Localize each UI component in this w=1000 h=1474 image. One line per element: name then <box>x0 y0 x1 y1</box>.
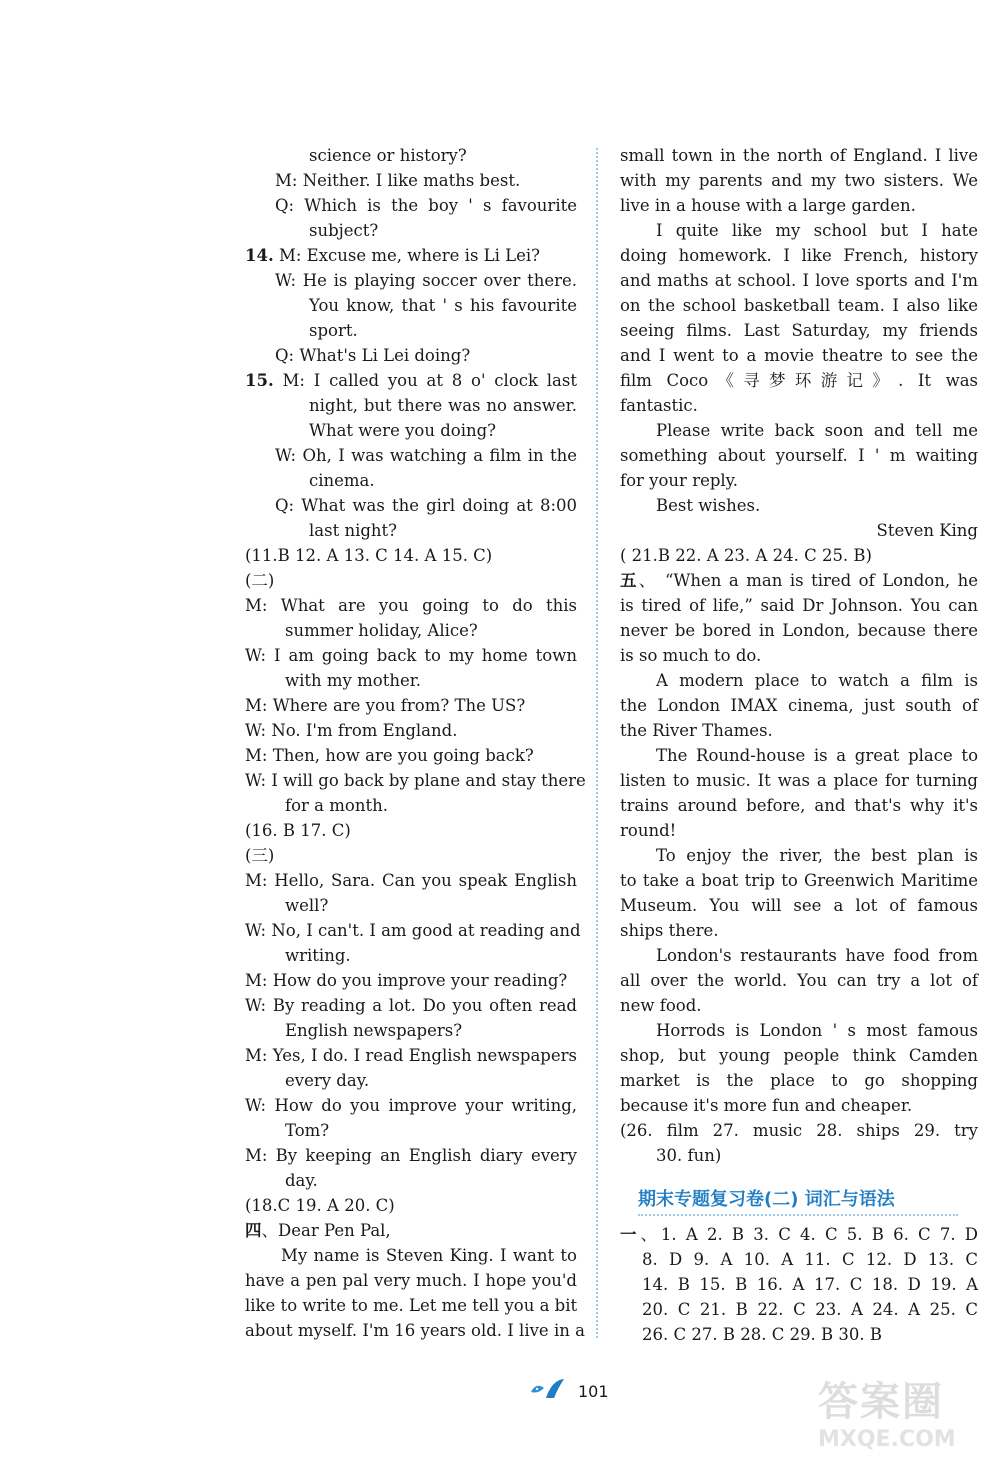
line-text: to take a boat trip to Greenwich Maritime <box>620 871 978 890</box>
line-text: The Round-house is a great place to <box>656 746 978 765</box>
page-number: 101 <box>578 1381 609 1401</box>
text-line <box>245 418 577 443</box>
line-text: market is the place to go shopping <box>620 1071 978 1090</box>
line-text: Q: What was the girl doing at 8:00 <box>275 496 577 515</box>
text-line <box>245 1018 577 1043</box>
text-line <box>245 768 586 793</box>
line-text: writing. <box>285 946 351 965</box>
text-line <box>620 418 978 443</box>
text-line <box>245 668 577 693</box>
text-line <box>620 843 978 868</box>
text-line <box>245 1068 577 1093</box>
text-line <box>245 543 577 568</box>
line-text: Horrods is London ' s most famous <box>656 1021 978 1040</box>
line-text: W: No. I'm from England. <box>245 721 458 740</box>
text-line <box>620 218 978 243</box>
line-text: round! <box>620 821 677 840</box>
text-line <box>245 443 577 468</box>
text-line <box>620 518 978 543</box>
line-text: is so much to do. <box>620 646 762 665</box>
line-text: film Coco《寻梦环游记》. It was <box>620 371 978 390</box>
line-text: 、Dear Pen Pal, <box>261 1221 391 1240</box>
line-text: cinema. <box>309 471 375 490</box>
text-line <box>620 718 978 743</box>
line-text: ( 21.B 22. A 23. A 24. C 25. B) <box>620 546 872 565</box>
text-line <box>620 468 978 493</box>
text-line <box>620 1043 978 1068</box>
text-line <box>245 1093 577 1118</box>
line-text: have a pen pal very much. I hope you'd <box>245 1271 577 1290</box>
line-text: 30. fun) <box>656 1146 722 1165</box>
line-text: Please write back soon and tell me <box>656 421 978 440</box>
text-line <box>620 668 978 693</box>
text-line <box>245 168 577 193</box>
text-line <box>620 1118 978 1143</box>
line-text: with my parents and my two sisters. We <box>620 171 978 190</box>
text-line <box>620 1018 978 1043</box>
text-line <box>245 1143 577 1168</box>
line-text: about myself. I'm 16 years old. I live in a <box>245 1321 585 1340</box>
watermark-logo <box>818 1370 988 1466</box>
text-line <box>245 993 577 1018</box>
line-text: trains around before, and that's why it's <box>620 796 978 815</box>
text-line <box>245 568 577 593</box>
line-text: Museum. You will see a lot of famous <box>620 896 978 915</box>
line-text: and I went to a movie theatre to see the <box>620 346 978 365</box>
text-line <box>620 343 978 368</box>
line-text: night, but there was no answer. <box>309 396 577 415</box>
text-line <box>245 393 577 418</box>
text-line <box>620 868 978 893</box>
text-line <box>245 468 577 493</box>
line-text: seeing films. Last Saturday, my friends <box>620 321 978 340</box>
line-text: subject? <box>309 221 379 240</box>
line-text: day. <box>285 1171 318 1190</box>
text-line <box>620 968 978 993</box>
line-text: all over the world. You can try a lot of <box>620 971 978 990</box>
column-divider <box>596 148 598 1338</box>
page-footer <box>528 1376 609 1406</box>
line-text: doing homework. I like French, history <box>620 246 978 265</box>
text-line <box>620 568 978 593</box>
line-text: well? <box>285 896 329 915</box>
line-text: M: By keeping an English diary every <box>245 1146 577 1165</box>
line-text: ships there. <box>620 921 719 940</box>
line-text: every day. <box>285 1071 370 1090</box>
text-line <box>245 293 577 318</box>
text-line <box>245 368 577 393</box>
text-line <box>245 1243 577 1268</box>
text-line <box>245 1118 577 1143</box>
line-text: To enjoy the river, the best plan is <box>656 846 978 865</box>
line-text: 20. C 21. B 22. C 23. A 24. A 25. C <box>642 1300 978 1319</box>
line-text: M: Then, how are you going back? <box>245 746 534 765</box>
text-line <box>245 143 577 168</box>
text-line <box>620 1272 978 1297</box>
text-line <box>620 293 978 318</box>
text-line <box>620 893 978 918</box>
text-line <box>620 143 978 168</box>
line-text: 、1. A 2. B 3. C 4. C 5. B 6. C 7. D <box>640 1225 979 1244</box>
text-line <box>245 918 581 943</box>
text-line <box>245 868 577 893</box>
text-line <box>245 843 577 868</box>
text-line <box>245 218 577 243</box>
text-line <box>620 1247 978 1272</box>
line-text: (三) <box>245 846 275 865</box>
line-text: never be bored in London, because there <box>620 621 978 640</box>
line-text: on the school basketball team. I also like <box>620 296 978 315</box>
text-line <box>620 168 978 193</box>
text-line <box>620 793 978 818</box>
text-line <box>245 643 577 668</box>
line-text: something about yourself. I ' m waiting <box>620 446 978 465</box>
watermark-text: 答案圈 <box>818 1379 944 1425</box>
text-line <box>620 393 978 418</box>
text-line <box>620 493 978 518</box>
text-line <box>620 318 978 343</box>
line-text: (16. B 17. C) <box>245 821 351 840</box>
line-text: Steven King <box>876 521 978 540</box>
text-line <box>620 643 978 668</box>
line-text: for your reply. <box>620 471 739 490</box>
text-line <box>245 268 577 293</box>
item-number: 五 <box>620 571 639 590</box>
line-text: W: I am going back to my home town <box>245 646 577 665</box>
line-text: M: Hello, Sara. Can you speak English <box>245 871 577 890</box>
text-line <box>620 593 978 618</box>
line-text: My name is Steven King. I want to <box>281 1246 577 1265</box>
line-text: and maths at school. I love sports and I'm <box>620 271 978 290</box>
item-number: 四 <box>245 1221 262 1240</box>
text-line <box>620 243 978 268</box>
text-line <box>620 943 978 968</box>
line-text: Tom? <box>285 1121 330 1140</box>
text-line <box>245 718 577 743</box>
text-line <box>245 893 577 918</box>
text-line <box>620 618 978 643</box>
line-text: new food. <box>620 996 702 1015</box>
text-line <box>245 1268 577 1293</box>
line-text: science or history? <box>309 146 467 165</box>
line-text: London's restaurants have food from <box>656 946 978 965</box>
text-line <box>245 1043 577 1068</box>
text-line <box>245 618 577 643</box>
line-text: M: Yes, I do. I read English newspapers <box>245 1046 577 1065</box>
item-number: 14. <box>245 246 274 265</box>
line-text: Q: Which is the boy ' s favourite <box>275 196 577 215</box>
text-line <box>245 1218 577 1243</box>
text-line <box>245 318 577 343</box>
text-line <box>245 1193 577 1218</box>
line-text: Q: What's Li Lei doing? <box>275 346 471 365</box>
line-text: M: I called you at 8 o' clock last <box>273 371 577 390</box>
text-line <box>620 368 978 393</box>
line-text: 8. D 9. A 10. A 11. C 12. D 13. C <box>642 1250 978 1269</box>
line-text: 14. B 15. B 16. A 17. C 18. D 19. A <box>642 1275 978 1294</box>
line-text: because it's more fun and cheaper. <box>620 1096 913 1115</box>
line-text: (11.B 12. A 13. C 14. A 15. C) <box>245 546 493 565</box>
text-line <box>620 1222 978 1247</box>
text-line <box>245 1168 577 1193</box>
line-text: A modern place to watch a film is <box>656 671 978 690</box>
line-text: small town in the north of England. I live <box>620 146 978 165</box>
fish-logo-icon <box>528 1376 568 1406</box>
right-column <box>620 143 978 1347</box>
line-text: the River Thames. <box>620 721 773 740</box>
text-line <box>245 518 577 543</box>
text-line <box>620 543 978 568</box>
line-text: W: He is playing soccer over there. <box>275 271 577 290</box>
line-text: M: Where are you from? The US? <box>245 696 526 715</box>
line-text: live in a house with a large garden. <box>620 196 916 215</box>
line-text: You know, that ' s his favourite <box>309 296 577 315</box>
line-text: last night? <box>309 521 398 540</box>
text-line <box>620 768 978 793</box>
text-line <box>245 193 577 218</box>
line-text: W: Oh, I was watching a film in the <box>275 446 577 465</box>
line-text: (18.C 19. A 20. C) <box>245 1196 395 1215</box>
line-text: (26. film 27. music 28. ships 29. try <box>620 1121 978 1140</box>
line-text: with my mother. <box>285 671 422 690</box>
line-text: fantastic. <box>620 396 698 415</box>
line-text: the London IMAX cinema, just south of <box>620 696 978 715</box>
text-line <box>245 243 577 268</box>
text-line <box>245 593 577 618</box>
line-text: like to write to me. Let me tell you a bit <box>245 1296 578 1315</box>
line-text: is tired of life,” said Dr Johnson. You can <box>620 596 978 615</box>
text-line <box>620 818 978 843</box>
line-text: for a month. <box>285 796 388 815</box>
line-text: W: By reading a lot. Do you often read <box>245 996 577 1015</box>
line-text: Best wishes. <box>656 496 761 515</box>
section-title: 期末专题复习卷(二) 词汇与语法 <box>638 1186 958 1216</box>
text-line <box>620 193 978 218</box>
line-text: summer holiday, Alice? <box>285 621 478 640</box>
line-text: M: Neither. I like maths best. <box>275 171 521 190</box>
text-line <box>620 443 978 468</box>
text-line <box>245 968 577 993</box>
text-line <box>245 343 577 368</box>
line-text: 26. C 27. B 28. C 29. B 30. B <box>642 1325 883 1344</box>
text-line <box>620 743 978 768</box>
line-text: W: I will go back by plane and stay there <box>245 771 586 790</box>
line-text: What were you doing? <box>309 421 497 440</box>
line-text: W: No, I can't. I am good at reading and <box>245 921 581 940</box>
line-text: M: Excuse me, where is Li Lei? <box>273 246 540 265</box>
line-text: M: How do you improve your reading? <box>245 971 568 990</box>
line-text: 、 “When a man is tired of London, he <box>638 571 978 590</box>
text-line <box>245 943 577 968</box>
text-line <box>620 918 978 943</box>
text-line <box>245 743 577 768</box>
line-text: I quite like my school but I hate <box>656 221 978 240</box>
line-text: shop, but young people think Camden <box>620 1046 978 1065</box>
text-line <box>245 693 577 718</box>
watermark-url: MXQE.COM <box>818 1427 956 1452</box>
line-text: W: How do you improve your writing, <box>245 1096 577 1115</box>
line-text: listen to music. It was a place for turning <box>620 771 978 790</box>
text-line <box>620 1143 978 1168</box>
item-number: 15. <box>245 371 274 390</box>
text-line <box>245 1318 585 1343</box>
text-line <box>620 693 978 718</box>
text-line <box>245 1293 577 1318</box>
text-line <box>620 1068 978 1093</box>
text-line <box>620 268 978 293</box>
line-text: sport. <box>309 321 358 340</box>
right-top-block <box>620 143 978 1168</box>
line-text: M: What are you going to do this <box>245 596 577 615</box>
text-line <box>620 1322 978 1347</box>
text-line <box>620 1093 978 1118</box>
answer-block <box>620 1222 978 1347</box>
line-text: (二) <box>245 571 275 590</box>
text-line <box>245 818 577 843</box>
text-line <box>620 1297 978 1322</box>
text-line <box>245 793 577 818</box>
line-text: English newspapers? <box>285 1021 463 1040</box>
item-number: 一 <box>620 1225 641 1244</box>
left-column <box>245 143 586 1343</box>
text-line <box>620 993 978 1018</box>
text-line <box>245 493 577 518</box>
